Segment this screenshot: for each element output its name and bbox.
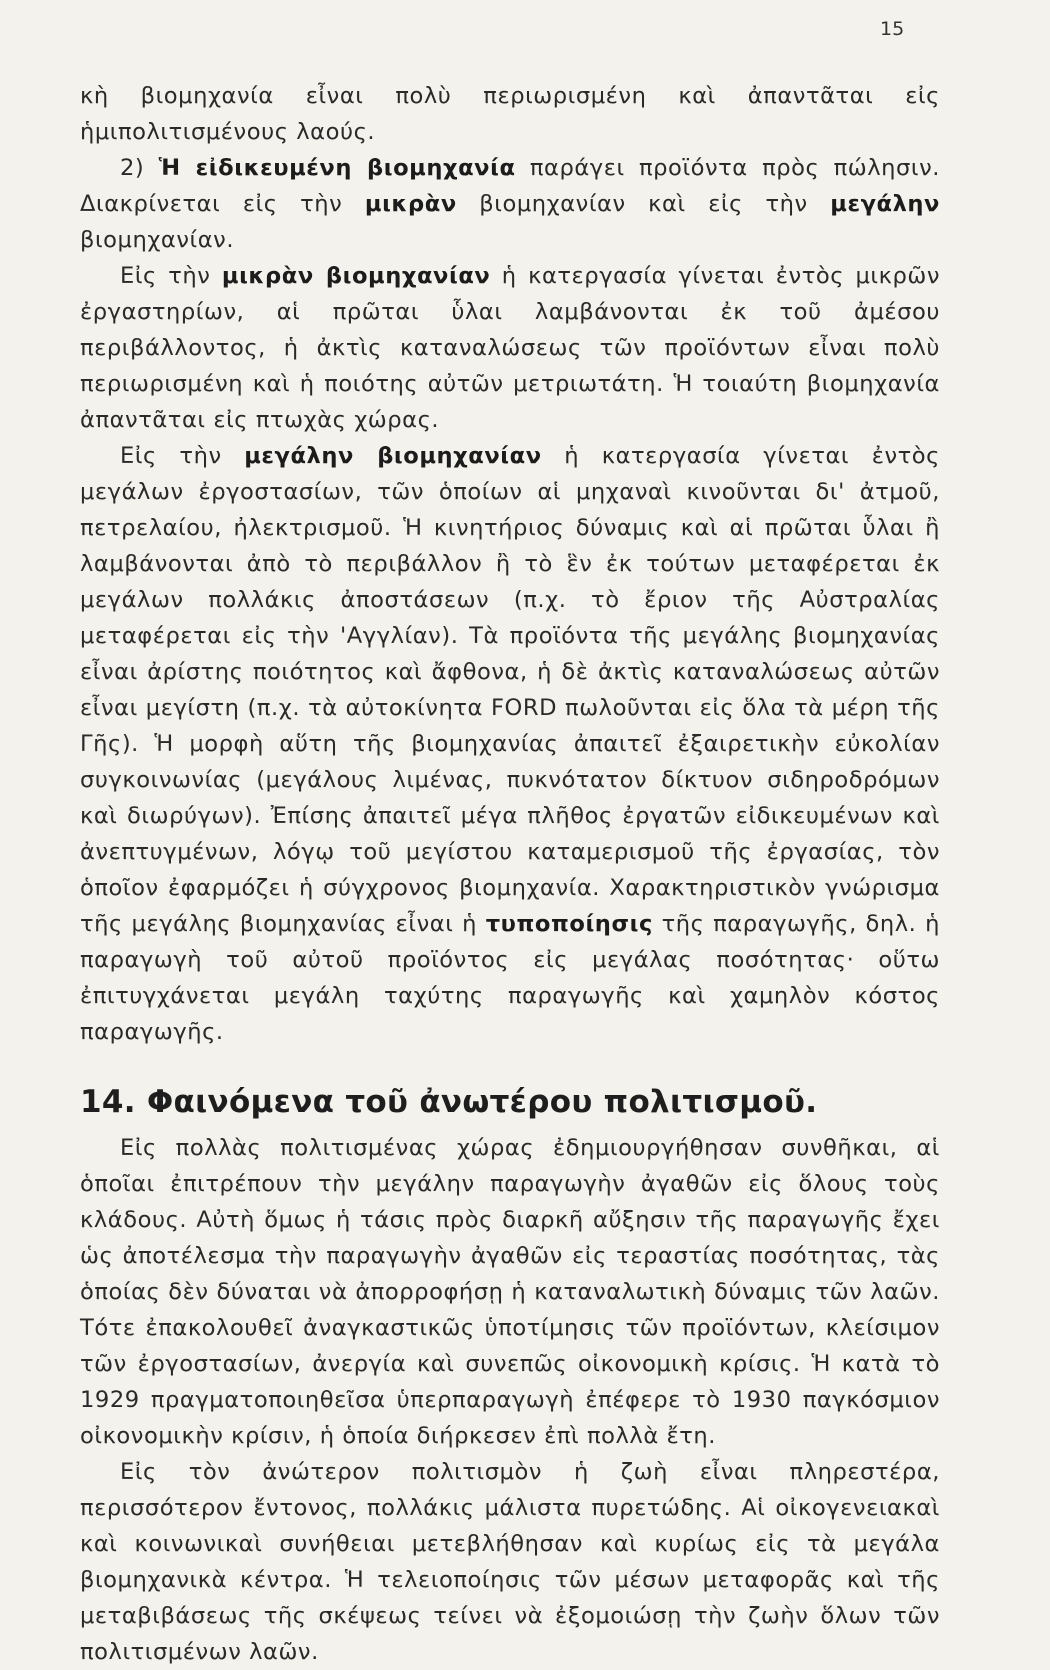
bold-term: μεγάλην [830,191,941,217]
paragraph-small-industry-end: κὴ βιομηχανία εἶναι πολὺ περιωρισμένη καὶ ἀπαντᾶται εἰς ἡμιπολιτισμένους λαούς. [80,83,940,145]
text-run: ἡ κατεργασία γίνεται ἐντὸς μεγάλων ἐργοστασίων, τῶν ὁποίων αἱ μηχαναὶ κινοῦνται δι' ἀτμοῦ, πετρελαίου, ἠλεκτρισμοῦ. Ἡ κινητήριος δύναμις καὶ αἱ πρῶται ὗλαι ἢ λαμβάνονται ἀπὸ τὸ περιβάλλον ἢ τὸ ἓν ἐκ τούτων μεταφέρεται ἐκ μεγάλων πολλάκις ἀποστάσεων (π.χ. τὸ ἔριον τῆς Αὐστραλίας μεταφέρεται εἰς τὴν 'Αγγλίαν). Τὰ προϊόντα τῆς μεγάλης βιομηχανίας εἶναι ἀρίστης ποιότητος καὶ ἄφθονα, ἡ δὲ ἀκτὶς καταναλώσεως αὐτῶν εἶναι μεγίστη (π.χ. τὰ αὐτοκίνητα FORD πωλοῦνται εἰς ὅλα τὰ μέρη τῆς Γῆς). Ἡ μορφὴ αὕτη τῆς βιομηχανίας ἀπαιτεῖ ἐξαιρετικὴν εὐκολίαν συγκοινωνίας (μεγάλους λιμένας, πυκνότατον δίκτυον σιδηροδρόμων καὶ διωρύγων). Ἐπίσης ἀπαιτεῖ μέγα πλῆθος ἐργατῶν εἰδικευμένων καὶ ἀνεπτυγμένων, λόγῳ τοῦ μεγίστου καταμερισμοῦ τῆς ἐργασίας, τὸν ὁποῖον ἐφαρμόζει ἡ σύγχρονος βιομηχανία. Χαρακτηριστικὸν γνώρισμα τῆς μεγάλης βιομηχανίας εἶναι ἡ [80,443,940,937]
text-run: τῆς παραγωγῆς, δηλ. ἡ παραγωγὴ τοῦ αὐτοῦ προϊόντος εἰς μεγάλας ποσότητας· οὕτω ἐπιτυγχάνεται μεγάλη ταχύτης παραγωγῆς καὶ χαμηλὸν κόστος παραγωγῆς. [80,911,940,1045]
bold-term: μικρὰν [364,191,457,217]
text-run: παράγει προϊόντα πρὸς πώλησιν. Διακρίνεται εἰς τὴν [80,155,940,217]
text-run: βιομηχανίαν καὶ εἰς τὴν [456,191,831,217]
paragraph-specialized-industry [80,150,940,258]
bold-term: Ἡ εἰδικευμένη βιομηχανία [158,155,516,181]
section-heading: 14. Φαινόμενα τοῦ ἀνωτέρου πολιτισμοῦ. [80,1084,818,1120]
bold-term: τυποποίησις [485,911,653,937]
paragraph-higher-civilization: Εἰς τὸν ἀνώτερον πολιτισμὸν ἡ ζωὴ εἶναι πληρεστέρα, περισσότερον ἔντονος, πολλάκις μάλιστα πυρετώδης. Αἱ οἰκογενειακαὶ καὶ κοινωνικαὶ συνήθειαι μετεβλήθησαν καὶ κυρίως εἰς τὰ μεγάλα βιομηχανικὰ κέντρα. Ἡ τελειοποίησις τῶν μέσων μεταφορᾶς καὶ τῆς μεταβιβάσεως τῆς σκέψεως τείνει νὰ ἐξομοιώσῃ τὴν ζωὴν ὅλων τῶν πολιτισμένων λαῶν. [80,1459,940,1665]
text-run: Εἰς τὴν [120,263,222,289]
text-run: Εἰς τὴν [120,443,245,469]
paragraph-large-industry [80,438,940,1050]
text-run: ἡ κατεργασία γίνεται ἐντὸς μικρῶν ἐργαστηρίων, αἱ πρῶται ὗλαι λαμβάνονται ἐκ τοῦ ἀμέσου περιβάλλοντος, ἡ ἀκτὶς καταναλώσεως τῶν προϊόντων εἶναι πολὺ περιωρισμένη καὶ ἡ ποιότης αὐτῶν μετριωτάτη. Ἡ τοιαύτη βιομηχανία ἀπαντᾶται εἰς πτωχὰς χώρας. [80,263,940,433]
bold-term: μεγάλην βιομηχανίαν [244,443,542,469]
text-run: βιομηχανίαν. [80,227,235,253]
paragraph-overproduction: Εἰς πολλὰς πολιτισμένας χώρας ἐδημιουργήθησαν συνθῆκαι, αἱ ὁποῖαι ἐπιτρέπουν τὴν μεγάλην παραγωγὴν ἀγαθῶν εἰς ὅλους τοὺς κλάδους. Αὐτὴ ὅμως ἡ τάσις πρὸς διαρκῆ αὔξησιν τῆς παραγωγῆς ἔχει ὡς ἀποτέλεσμα τὴν παραγωγὴν ἀγαθῶν εἰς τεραστίας ποσότητας, τὰς ὁποίας δὲν δύναται νὰ ἀπορροφήσῃ ἡ καταναλωτικὴ δύναμις τῶν λαῶν. Τότε ἐπακολουθεῖ ἀναγκαστικῶς ὑποτίμησις τῶν προϊόντων, κλείσιμον τῶν ἐργοστασίων, ἀνεργία καὶ συνεπῶς οἰκονομικὴ κρίσις. Ἡ κατὰ τὸ 1929 πραγματοποιηθεῖσα ὑπερπαραγωγὴ ἐπέφερε τὸ 1930 παγκόσμιον οἰκονομικὴν κρίσιν, ἡ ὁποία διήρκεσεν ἐπὶ πολλὰ ἔτη. [80,1135,940,1449]
item-number: 2) [120,155,159,181]
paragraph-small-industry [80,258,940,438]
page-number: 15 [880,18,905,40]
page-body [80,78,940,1670]
bold-term: μικρὰν βιομηχανίαν [221,263,491,289]
